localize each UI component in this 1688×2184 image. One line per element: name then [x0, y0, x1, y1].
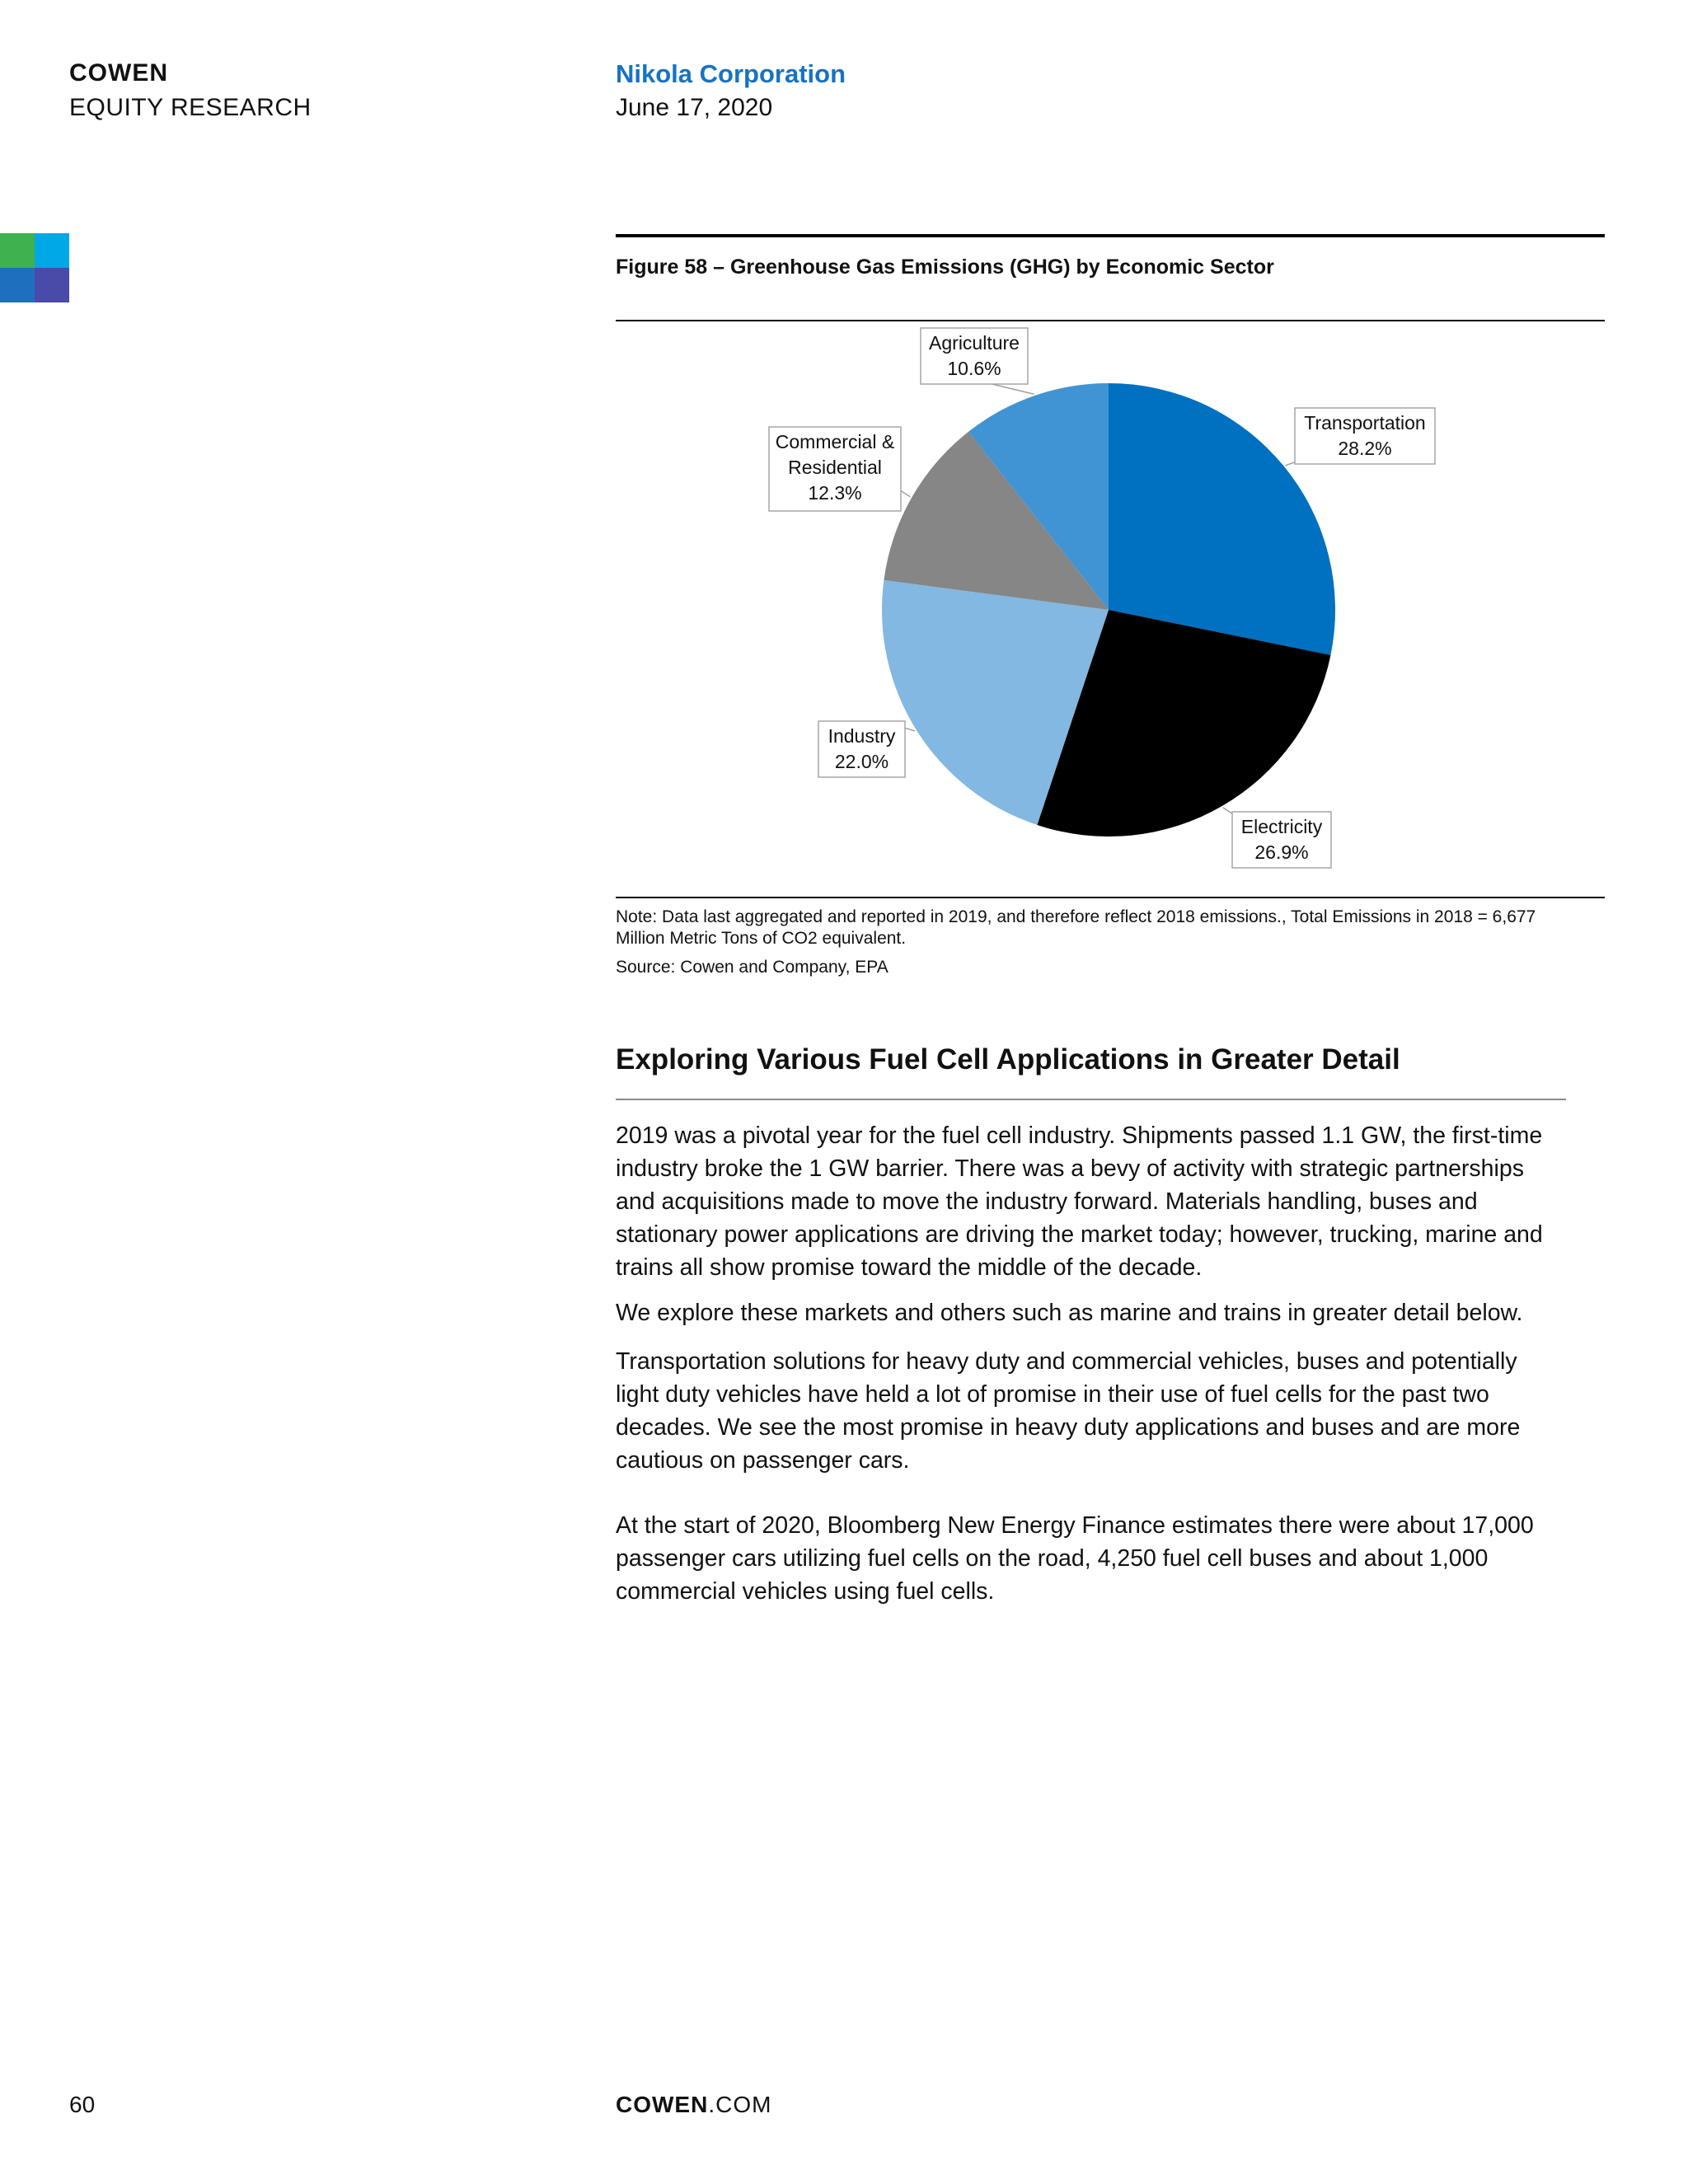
figure-title: Figure 58 – Greenhouse Gas Emissions (GHG) by Economic Sector — [616, 255, 1274, 279]
figure-top-rule — [616, 234, 1605, 237]
pie-category-label: Agriculture — [929, 332, 1020, 354]
company-name: Nikola Corporation — [616, 59, 846, 88]
paragraph-3: Transportation solutions for heavy duty and commercial vehicles, buses and potentially light duty vehicles have held a lot of promise in their use of fuel cells for the past two decades. We see the most promise in heavy duty applications and buses and are more cautious on passenger cars. — [616, 1348, 1521, 1474]
footer-website — [616, 2092, 771, 2118]
pie-value-label: 28.2% — [1338, 438, 1392, 459]
paragraph-4: At the start of 2020, Bloomberg New Energy Finance estimates there were about 17,000 passenger cars utilizing fuel cells on the road, 4,250 fuel cell buses and about 1,000 commercial vehicles using fuel cells. — [616, 1512, 1534, 1605]
brand-name: COWEN — [69, 59, 168, 87]
paragraph-2: We explore these markets and others such as marine and trains in greater detail below. — [616, 1300, 1523, 1326]
footer-site-rest: .COM — [708, 2092, 772, 2117]
logo-square-blue — [0, 268, 35, 302]
figure-note: Note: Data last aggregated and reported in 2019, and therefore reflect 2018 emissions., Total Emissions in 2018 = 6,677 Million Metric Tons of CO2 equivalent. — [616, 907, 1536, 948]
section-heading: Exploring Various Fuel Cell Applications in Greater Detail — [616, 1043, 1400, 1076]
pie-category-label: Transportation — [1304, 412, 1426, 434]
logo-square-green — [0, 233, 35, 268]
ghg-pie-chart — [616, 321, 1605, 898]
pie-category-label: Commercial & — [775, 431, 895, 452]
pie-category-label: Industry — [828, 725, 896, 747]
pie-value-label: 22.0% — [834, 751, 889, 772]
pie-category-label: Electricity — [1240, 816, 1323, 837]
page-number: 60 — [69, 2092, 96, 2117]
section-rule — [616, 1099, 1566, 1100]
logo-square-purple — [35, 268, 69, 302]
pie-value-label: 26.9% — [1254, 841, 1309, 863]
report-date: June 17, 2020 — [616, 94, 773, 121]
paragraph-1: 2019 was a pivotal year for the fuel cell industry. Shipments passed 1.1 GW, the first-time industry broke the 1 GW barrier. There was a bevy of activity with strategic partnerships and acquisitions made to move the industry forward. Materials handling, buses and stationary power applications are driving the market today; however, trucking, marine and trains all show promise toward the middle of the decade. — [616, 1122, 1543, 1281]
pie-value-label: 10.6% — [947, 358, 1001, 379]
pie-category-label: Residential — [788, 457, 882, 478]
logo-square-cyan — [35, 233, 69, 268]
figure-source: Source: Cowen and Company, EPA — [616, 958, 889, 977]
footer-site-bold: COWEN — [616, 2092, 709, 2117]
brand-division: EQUITY RESEARCH — [69, 94, 312, 121]
figure-bottom-rule — [616, 897, 1605, 898]
pie-value-label: 12.3% — [808, 482, 862, 504]
